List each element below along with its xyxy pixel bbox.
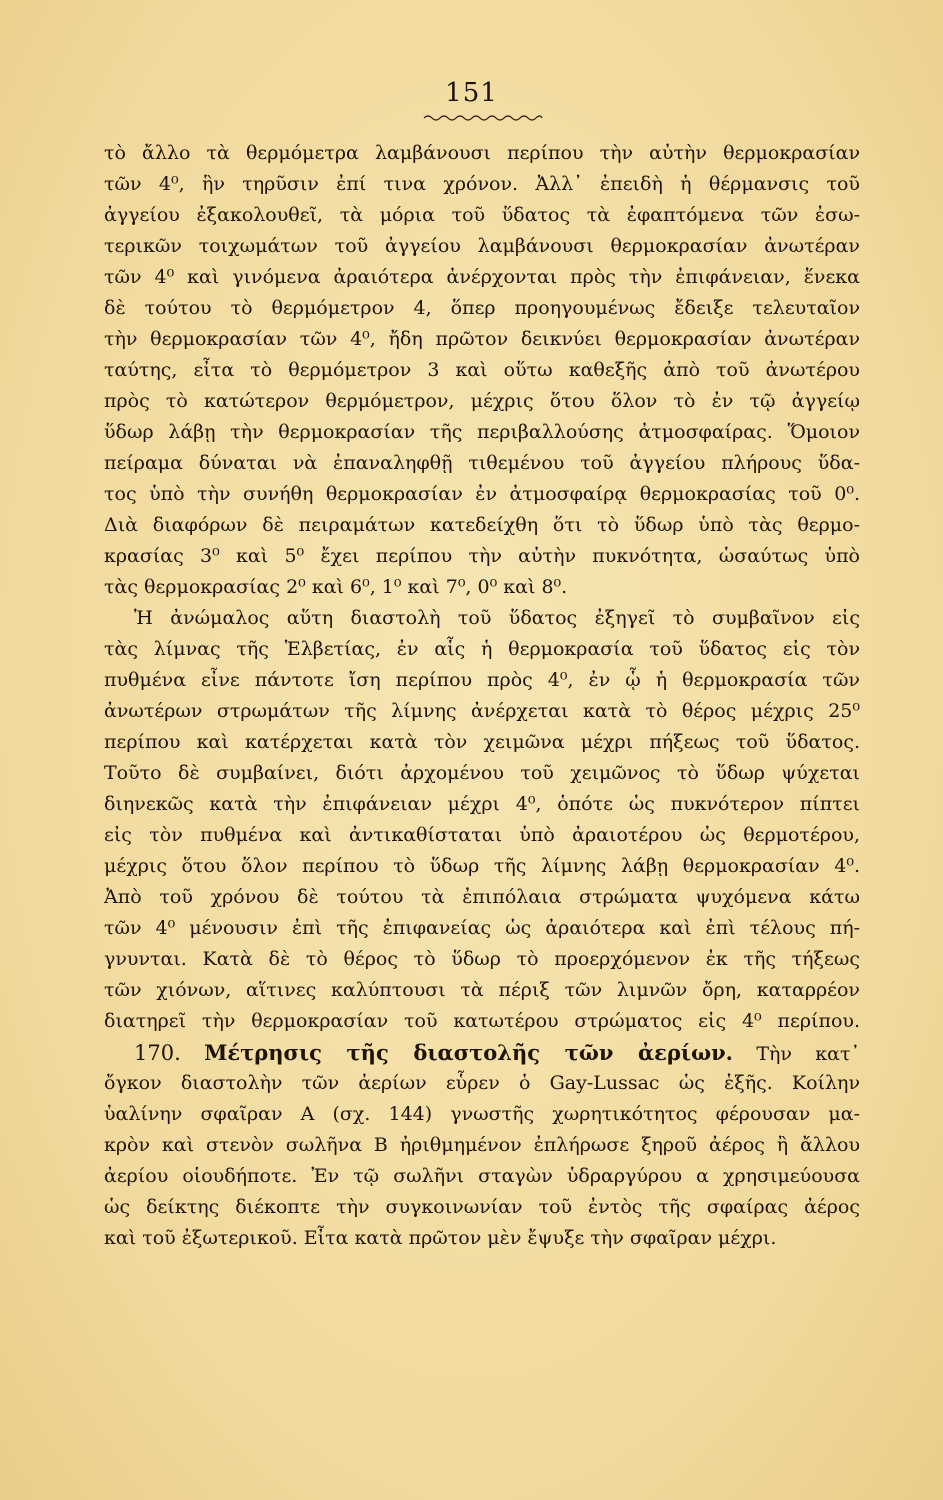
text-line: ταύτης, εἶτα τὸ θερμόμετρον 3 καὶ οὕτω καθεξῆς ἀπὸ τοῦ ἀνωτέρου	[104, 359, 860, 381]
section-heading-line	[104, 1037, 860, 1068]
text-line: Ἡ ἀνώμαλος αὕτη διαστολὴ τοῦ ὕδατος ἐξηγεῖ τὸ συμβαῖνον εἰς	[134, 607, 860, 629]
text-line: τὸ ἄλλο τὰ θερμόμετρα λαμβάνουσι περίπου τὴν αὐτὴν θερμοκρασίαν	[104, 142, 860, 164]
text-line: πρὸς τὸ κατώτερον θερμόμετρον, μέχρις ὅτου ὅλον τὸ ἐν τῷ ἀγγείῳ	[104, 390, 860, 412]
text-line: κρασίας 3⁰ καὶ 5⁰ ἔχει περίπου τὴν αὐτὴν πυκνότητα, ὡσαύτως ὑπὸ	[104, 545, 860, 567]
text-line: τερικῶν τοιχωμάτων τοῦ ἀγγείου λαμβάνουσι θερμοκρασίαν ἀνωτέραν	[104, 235, 860, 257]
text-line: τὰς λίμνας τῆς Ἑλβετίας, ἐν αἷς ἡ θερμοκρασία τοῦ ὕδατος εἰς τὸν	[104, 638, 860, 660]
section-title: Μέτρησις τῆς διαστολῆς τῶν ἀερίων.	[204, 1040, 733, 1065]
section-number: 170.	[134, 1041, 181, 1065]
text-line: Διὰ διαφόρων δὲ πειραμάτων κατεδείχθη ὅτι τὸ ὕδωρ ὑπὸ τὰς θερμο-	[104, 514, 860, 536]
text-line: τῶν 4⁰ καὶ γινόμενα ἀραιότερα ἀνέρχονται πρὸς τὴν ἐπιφάνειαν, ἕνεκα	[104, 266, 860, 288]
text-line: Τοῦτο δὲ συμβαίνει, διότι ἀρχομένου τοῦ χειμῶνος τὸ ὕδωρ ψύχεται	[104, 762, 860, 784]
text-line: ὡς δείκτης διέκοπτε τὴν συγκοινωνίαν τοῦ ἐντὸς τῆς σφαίρας ἀέρος	[104, 1196, 860, 1218]
body-text	[104, 138, 860, 1254]
text-line: καὶ τοῦ ἐξωτερικοῦ. Εἶτα κατὰ πρῶτον μὲν ἔψυξε τὴν σφαῖραν μέχρι.	[104, 1227, 777, 1249]
text-line: κρὸν καὶ στενὸν σωλῆνα Β ἠριθμημένον ἐπλήρωσε ξηροῦ ἀέρος ἢ ἄλλου	[104, 1134, 860, 1156]
text-line: ἀγγείου ἐξακολουθεῖ, τὰ μόρια τοῦ ὕδατος τὰ ἐφαπτόμενα τῶν ἐσω-	[104, 204, 860, 226]
page-number: 151	[445, 78, 498, 108]
text-line: διατηρεῖ τὴν θερμοκρασίαν τοῦ κατωτέρου στρώματος εἰς 4⁰ περίπου.	[104, 1010, 860, 1032]
text-line: τῶν χιόνων, αἵτινες καλύπτουσι τὰ πέριξ τῶν λιμνῶν ὄρη, καταρρέον	[104, 979, 860, 1001]
text-line: τῶν 4⁰ μένουσιν ἐπὶ τῆς ἐπιφανείας ὡς ἀραιότερα καὶ ἐπὶ τέλους πή-	[104, 917, 860, 939]
text-line: τὴν θερμοκρασίαν τῶν 4⁰, ἤδη πρῶτον δεικνύει θερμοκρασίαν ἀνωτέραν	[104, 328, 860, 350]
ornament-rule	[422, 112, 544, 124]
text-line: ὑαλίνην σφαῖραν Α (σχ. 144) γνωστῆς χωρητικότητος φέρουσαν μα-	[104, 1103, 860, 1125]
text-line: ὄγκον διαστολὴν τῶν ἀερίων εὗρεν ὁ Gay-Lussac ὡς ἑξῆς. Κοίλην	[104, 1072, 860, 1094]
text-line: δὲ τούτου τὸ θερμόμετρον 4, ὅπερ προηγουμένως ἔδειξε τελευταῖον	[104, 297, 860, 319]
text-line: διηνεκῶς κατὰ τὴν ἐπιφάνειαν μέχρι 4⁰, ὁπότε ὡς πυκνότερον πίπτει	[104, 793, 860, 815]
text-line: ὕδωρ λάβῃ τὴν θερμοκρασίαν τῆς περιβαλλούσης ἀτμοσφαίρας. Ὅμοιον	[104, 421, 860, 443]
text-line: περίπου καὶ κατέρχεται κατὰ τὸν χειμῶνα μέχρι πήξεως τοῦ ὕδατος.	[104, 731, 860, 753]
section-first-line-rest: Τὴν κατ᾽	[756, 1043, 860, 1065]
text-line: γνυνται. Κατὰ δὲ τὸ θέρος τὸ ὕδωρ τὸ προερχόμενον ἐκ τῆς τήξεως	[104, 948, 860, 970]
text-line: τος ὑπὸ τὴν συνήθη θερμοκρασίαν ἐν ἀτμοσφαίρᾳ θερμοκρασίας τοῦ 0⁰.	[104, 483, 860, 505]
text-line: τὰς θερμοκρασίας 2⁰ καὶ 6⁰, 1⁰ καὶ 7⁰, 0⁰ καὶ 8⁰.	[104, 576, 568, 598]
text-line: πυθμένα εἶνε πάντοτε ἴση περίπου πρὸς 4⁰, ἐν ᾧ ἡ θερμοκρασία τῶν	[104, 669, 860, 691]
text-line: ἀερίου οἱουδήποτε. Ἐν τῷ σωλῆνι σταγὼν ὑδραργύρου α χρησιμεύουσα	[104, 1165, 860, 1187]
text-line: τῶν 4⁰, ἣν τηρῦσιν ἐπί τινα χρόνον. Ἀλλ᾽ ἐπειδὴ ἡ θέρμανσις τοῦ	[104, 173, 860, 195]
text-line: εἰς τὸν πυθμένα καὶ ἀντικαθίσταται ὑπὸ ἀραιοτέρου ὡς θερμοτέρου,	[104, 824, 860, 846]
text-line: ἀνωτέρων στρωμάτων τῆς λίμνης ἀνέρχεται κατὰ τὸ θέρος μέχρις 25⁰	[104, 700, 860, 722]
text-line: μέχρις ὅτου ὅλον περίπου τὸ ὕδωρ τῆς λίμνης λάβῃ θερμοκρασίαν 4⁰.	[104, 855, 860, 877]
text-line: πείραμα δύναται νὰ ἐπαναληφθῇ τιθεμένου τοῦ ἀγγείου πλήρους ὕδα-	[104, 452, 860, 474]
text-line: Ἀπὸ τοῦ χρόνου δὲ τούτου τὰ ἐπιπόλαια στρώματα ψυχόμενα κάτω	[104, 886, 860, 908]
